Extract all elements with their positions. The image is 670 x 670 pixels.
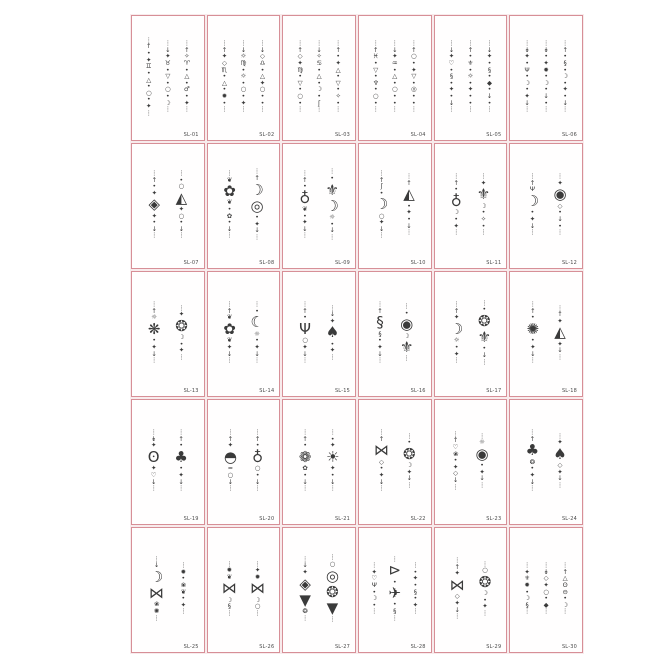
moon-orb-and-mountain-triangle-strip: ⋮ ↑ ◭ • ✦ • ↓ ⋮ bbox=[403, 172, 415, 237]
mountain-diamond-and-mountain-circle-strip: ⋮ • ○ ◭ ✦ ○ • ↓ ⋮ bbox=[175, 168, 188, 240]
tattoo-card-sl-10 bbox=[358, 143, 432, 269]
zodiac-strips-with-feather-strip: ⋮ ↓ ✧ ♋ • △ • ☽ • ʃ ⋮ bbox=[315, 39, 323, 114]
starburst-and-mountain-triangle-strip: ⋮ ↑ • ✺ • ✦ ↓ ⋮ bbox=[526, 300, 540, 365]
tattoo-card-sl-02 bbox=[207, 15, 281, 141]
blossom-branch-and-crescent-sun-strip: ⋮ ↑ ❦ ✿ ❦ ✦ ↓ ⋮ bbox=[223, 300, 236, 365]
design-code-label: SL-08 bbox=[259, 260, 275, 266]
tattoo-card-sl-29 bbox=[434, 527, 508, 653]
tattoo-card-sl-03 bbox=[282, 15, 356, 141]
tattoo-card-sl-08 bbox=[207, 143, 281, 269]
design-code-label: SL-24 bbox=[561, 516, 577, 522]
starburst-and-mountain-triangle-strip: ⋮ ↑ ✦ ◭ ✦ ↓ ⋮ bbox=[554, 303, 566, 361]
tattoo-card-sl-16 bbox=[358, 271, 432, 397]
mountain-sunset-and-globe-compass-strip: ⋮ ↑ • ♁ ○ • ↓ ⋮ bbox=[252, 428, 264, 493]
tree-of-life-and-pine-diamond-strip: ⋮ ✦ ♠ ◇ ✦ ↓ ⋮ bbox=[553, 431, 567, 489]
zodiac-symbol-strips-strip: ⋮ ↓ ✦ ♉ • ▽ • ○ • ☽ ⋮ bbox=[164, 39, 172, 114]
design-code-label: SL-21 bbox=[334, 516, 350, 522]
design-code-label: SL-19 bbox=[183, 516, 199, 522]
earth-lotus-moon-sun-strip: ⋮ ↑ • ♁ ❦ • ✦ ↓ ⋮ bbox=[299, 168, 311, 240]
design-code-label: SL-16 bbox=[410, 388, 426, 394]
tattoo-card-sl-13 bbox=[131, 271, 205, 397]
zodiac-symbol-strips-strip: ⋮ ↓ ◇ ♎ • △ ✦ ○ • • ⋮ bbox=[259, 39, 266, 114]
zodiac-symbol-strips-strip: ⋮ ↑ ✧ ♈ • △ • ♂ • ✦ ⋮ bbox=[183, 39, 191, 114]
design-code-label: SL-27 bbox=[334, 644, 350, 650]
tattoo-card-sl-21 bbox=[282, 399, 356, 525]
blossom-branch-and-crescent-sun-strip: ⋮ • ☾ ☼ • ✦ ↓ ⋮ bbox=[250, 300, 264, 365]
design-code-label: SL-11 bbox=[486, 260, 502, 266]
mixed-symbol-strips-strip: ⋮ ↑ △ ʘ ⊖ • ☽ ⋮ bbox=[561, 561, 569, 616]
zodiac-and-planet-strips-strip: ⋮ ↑ ○ • ✦ ▽ • ◎ • • ⋮ bbox=[410, 39, 418, 114]
palm-tree-and-fern-arrow-strip: ⋮ ↓ ✦ ♠ • ✦ ⋮ bbox=[325, 303, 340, 361]
sunflower-and-radiant-sun-strip: ⋮ • ✦ ☀ ✦ • ↓ ⋮ bbox=[325, 428, 340, 493]
rose-heart-strip-and-elephant-circle-strip: ⋮ ↑ ♡ ❀ • ✦ ◇ ↓ ⋮ bbox=[452, 429, 459, 491]
airplane-and-paper-plane-strips-strip: ⋮ • ✦ • § • ✦ ⋮ bbox=[412, 561, 419, 616]
design-code-label: SL-20 bbox=[259, 516, 275, 522]
sea-turtle-and-tree-of-life-circle-strip: ⋮ ↑ ☼ ❋ • ✦ ↓ ⋮ bbox=[147, 300, 161, 365]
zodiac-strips-with-feather-strip: ⋮ ↑ ◇ ✦ ♍ • ▽ • ○ • ⋮ bbox=[296, 39, 304, 114]
design-code-label: SL-18 bbox=[561, 388, 577, 394]
winged-earth-and-lotus-moon-strip: ⋮ ✦ ⚜ ☽ • ✧ • ⋮ bbox=[476, 172, 491, 237]
design-code-label: SL-23 bbox=[486, 516, 502, 522]
floral-branch-moon-clock-strip: ⋮ ❦ ✿ ❦ • ✿ • ↓ ⋮ bbox=[223, 168, 236, 240]
tattoo-card-sl-23 bbox=[434, 399, 508, 525]
mountain-sunset-and-globe-compass-strip: ⋮ ↑ ✦ ◓ ≈ ○ ↓ ⋮ bbox=[223, 428, 237, 493]
butterfly-diamond-and-bee-moon-strip: ⋮ ↑ ⋈ ◇ • ✦ ↓ ⋮ bbox=[374, 428, 390, 493]
design-code-label: SL-30 bbox=[561, 644, 577, 650]
airplane-and-paper-plane-strips-strip: ⋮ ✦ ♡ Ψ • ☽ • ⋮ bbox=[371, 561, 378, 616]
design-code-label: SL-01 bbox=[183, 132, 199, 138]
tattoo-card-sl-01 bbox=[131, 15, 205, 141]
heart-vine-and-sun-strips-strip: ⋮ ↓ ✦ • § • ◆ • ↓ • ⋮ bbox=[486, 39, 493, 114]
design-code-label: SL-12 bbox=[561, 260, 577, 266]
moon-sun-and-mandala-lotus-strip: ⋮ • ❂ ⚜ • ↓ ⋮ bbox=[477, 298, 492, 366]
butterflies-moons-and-stars-strip: ⋮ ✦ ✹ ⋈ ☽ ○ ⋮ bbox=[250, 559, 266, 617]
zodiac-symbol-strips-strip: ⋮ ↑ • ✦ ♊ • △ • ○ • ✦ ⋮ bbox=[145, 35, 153, 117]
design-code-label: SL-28 bbox=[410, 644, 426, 650]
tattoo-card-sl-24 bbox=[509, 399, 583, 525]
geometric-butterfly-and-bee-crescent-strip: ⋮ ○ ❂ ☽ • ✦ ⋮ bbox=[478, 559, 492, 617]
mixed-symbol-strips-strip: ⋮ ✦ ⚜ ✹ • ☽ § ⋮ bbox=[523, 561, 531, 616]
winged-earth-and-lotus-moon-strip: ⋮ ↑ • ♁ ☽ • ✦ ⋮ bbox=[450, 172, 462, 237]
design-code-label: SL-03 bbox=[334, 132, 350, 138]
design-code-label: SL-25 bbox=[183, 644, 199, 650]
geometric-triangle-totem-and-orbits-strip: ⋮ ↓ ✦ ◈ ▼ ❂ ⋮ bbox=[299, 554, 311, 622]
zodiac-and-planet-strips-strip: ⋮ ↓ ✦ ♒ • △ • ○ • • ⋮ bbox=[391, 39, 399, 114]
tattoo-card-sl-11 bbox=[434, 143, 508, 269]
hamsa-moon-arrow-strips-strip: ⋮ ↑ • § • ☽ • ✦ • ↓ ⋮ bbox=[561, 39, 569, 114]
moon-sun-and-mandala-lotus-strip: ⋮ ↑ ✦ ☽ ☼ • ✦ ⋮ bbox=[449, 300, 464, 365]
hamsa-moon-arrow-strips-strip: ⋮ ↡ ✦ • Ψ • ☽ • ✦ ↓ ⋮ bbox=[523, 39, 531, 114]
floral-branch-moon-clock-strip: ⋮ ↑ ☽ ◎ • ✦ ↓ ⋮ bbox=[250, 167, 264, 241]
palm-moon-and-wave-diamond-strip: ⋮ ↑ Ψ ☽ • ✦ ↓ ⋮ bbox=[525, 172, 540, 237]
tattoo-card-sl-20 bbox=[207, 399, 281, 525]
tattoo-card-sl-18 bbox=[509, 271, 583, 397]
tattoo-card-sl-28 bbox=[358, 527, 432, 653]
tattoo-card-sl-30 bbox=[509, 527, 583, 653]
heart-vine-and-sun-strips-strip: ⋮ ↓ ✦ ♡ • § • ✦ • ↓ ⋮ bbox=[448, 39, 455, 114]
design-code-label: SL-05 bbox=[486, 132, 502, 138]
palm-moon-and-wave-diamond-strip: ⋮ ✦ ◉ ◇ • ↓ • ⋮ bbox=[553, 172, 567, 237]
design-code-label: SL-29 bbox=[486, 644, 502, 650]
snake-vine-and-wave-circle-lotus-strip: ⋮ • ◉ ☽ ⚜ ⋮ bbox=[399, 302, 414, 363]
tattoo-card-sl-27 bbox=[282, 527, 356, 653]
mixed-symbol-strips-strip: ⋮ ↡ ◇ ✦ ○ • ◆ ⋮ bbox=[542, 561, 550, 616]
tattoo-card-sl-19 bbox=[131, 399, 205, 525]
design-code-label: SL-13 bbox=[183, 388, 199, 394]
hamsa-moon-arrow-strips-strip: ⋮ ↡ • ✦ ✹ • ☽ • ↓ • ⋮ bbox=[542, 39, 550, 114]
zodiac-symbol-strips-strip: ⋮ ↑ ✦ ◇ ♏ • △ • ✹ • ⋮ bbox=[221, 39, 228, 114]
geometric-triangle-totem-and-orbits-strip: ⋮ ○ ◎ ❂ ▼ ⋮ bbox=[325, 553, 339, 624]
design-code-label: SL-10 bbox=[410, 260, 426, 266]
design-code-label: SL-02 bbox=[259, 132, 275, 138]
tattoo-card-sl-05 bbox=[434, 15, 508, 141]
tattoo-card-sl-07 bbox=[131, 143, 205, 269]
sea-turtle-and-tree-of-life-circle-strip: ⋮ ✦ ❂ ☽ • ✦ ⋮ bbox=[175, 303, 188, 361]
palm-tree-and-fern-arrow-strip: ⋮ ↑ • Ψ ○ ✦ ↓ ⋮ bbox=[299, 300, 311, 365]
zodiac-strips-with-feather-strip: ⋮ ↑ • ✦ △ • ▽ • ✧ • ⋮ bbox=[334, 39, 342, 114]
tattoo-card-sl-17 bbox=[434, 271, 508, 397]
zodiac-symbol-strips-strip: ⋮ ↓ ☼ ♍ • ☼ • ○ • ✦ ⋮ bbox=[240, 39, 247, 114]
design-code-label: SL-15 bbox=[334, 388, 350, 394]
zodiac-and-planet-strips-strip: ⋮ ↑ ♓ • ▽ • ♆ • ○ • ⋮ bbox=[372, 39, 380, 114]
moon-orb-and-mountain-triangle-strip: ⋮ ↑ ʃ • ☽ ○ ✦ ↓ ⋮ bbox=[374, 168, 389, 240]
tattoo-card-sl-22 bbox=[358, 399, 432, 525]
moon-butterfly-florals-and-starburst-strip: ⋮ ↓ ☽ ⋈ ❀ ✺ ⋮ bbox=[149, 554, 165, 622]
rose-heart-strip-and-elephant-circle-strip: ⋮ ☼ ◉ • ✦ ↓ ⋮ bbox=[475, 431, 489, 489]
tattoo-design-grid bbox=[131, 15, 583, 653]
earth-lotus-moon-sun-strip: ⋮ • ⚜ ☽ ☼ • ↓ ⋮ bbox=[325, 167, 339, 241]
butterfly-diamond-and-bee-moon-strip: ⋮ • ❂ ☽ ✦ ↓ ⋮ bbox=[403, 431, 416, 489]
snake-vine-and-wave-circle-lotus-strip: ⋮ ↑ § § • ✦ ↓ ⋮ bbox=[376, 300, 384, 365]
design-code-label: SL-17 bbox=[486, 388, 502, 394]
design-code-label: SL-09 bbox=[334, 260, 350, 266]
all-seeing-eye-and-tree-of-life-strip: ⋮ ↑ • ♣ • ✦ ↓ ⋮ bbox=[174, 428, 188, 493]
design-code-label: SL-04 bbox=[410, 132, 426, 138]
airplane-and-paper-plane-strips-strip: ⋮ ⊳ • ✈ • § ⋮ bbox=[388, 554, 402, 622]
heart-vine-and-sun-strips-strip: ⋮ ↑ • ⚜ • ☼ • ✦ • • ⋮ bbox=[467, 39, 474, 114]
tattoo-card-sl-04 bbox=[358, 15, 432, 141]
geometric-butterfly-and-bee-crescent-strip: ⋮ ↑ ✦ ⋈ ◇ ✦ ↓ ⋮ bbox=[449, 556, 465, 621]
tattoo-card-sl-25 bbox=[131, 527, 205, 653]
tattoo-card-sl-06 bbox=[509, 15, 583, 141]
tattoo-card-sl-26 bbox=[207, 527, 281, 653]
moon-butterfly-florals-and-starburst-strip: ⋮ ✹ • ❀ ❦ • ✦ ⋮ bbox=[180, 561, 187, 616]
tattoo-card-sl-14 bbox=[207, 271, 281, 397]
design-code-label: SL-06 bbox=[561, 132, 577, 138]
design-code-label: SL-22 bbox=[410, 516, 426, 522]
sunflower-and-radiant-sun-strip: ⋮ ↑ • ❁ ✿ • ↓ ⋮ bbox=[298, 428, 312, 493]
design-code-label: SL-07 bbox=[183, 260, 199, 266]
all-seeing-eye-and-tree-of-life-strip: ⋮ ↡ ✦ ʘ ✦ ♡ ↓ ⋮ bbox=[147, 428, 160, 493]
butterflies-moons-and-stars-strip: ⋮ ✹ ❦ ⋈ ☽ § ⋮ bbox=[221, 559, 237, 617]
tattoo-card-sl-15 bbox=[282, 271, 356, 397]
tattoo-card-sl-12 bbox=[509, 143, 583, 269]
design-code-label: SL-14 bbox=[259, 388, 275, 394]
mountain-diamond-and-mountain-circle-strip: ⋮ ↑ • ✦ ◈ ✦ • ↓ ⋮ bbox=[148, 168, 161, 240]
design-code-label: SL-26 bbox=[259, 644, 275, 650]
tattoo-card-sl-09 bbox=[282, 143, 356, 269]
tree-of-life-and-pine-diamond-strip: ⋮ ↑ ♣ ❂ • ✦ ↓ ⋮ bbox=[525, 428, 540, 493]
